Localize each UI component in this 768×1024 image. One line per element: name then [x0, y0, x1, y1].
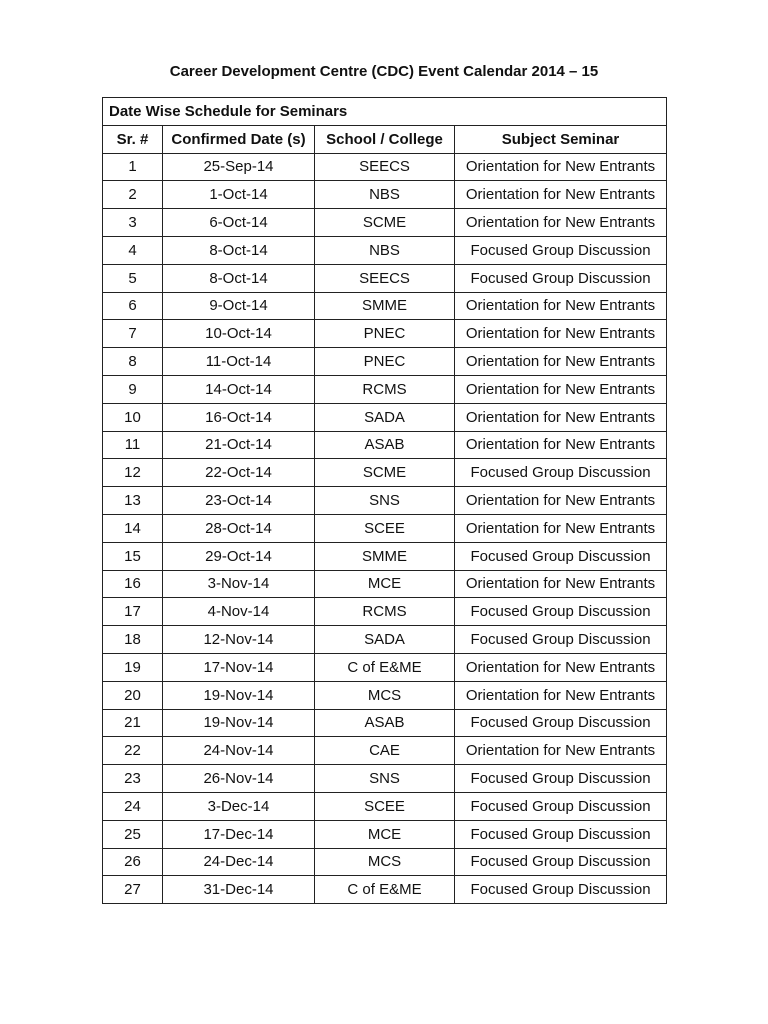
subject-seminar-cell: Orientation for New Entrants [455, 292, 667, 320]
subject-seminar-cell: Orientation for New Entrants [455, 681, 667, 709]
school-college-cell: SMME [315, 292, 455, 320]
subject-seminar-cell: Orientation for New Entrants [455, 403, 667, 431]
serial-number-cell: 9 [103, 375, 163, 403]
school-college-cell: PNEC [315, 348, 455, 376]
serial-number-cell: 22 [103, 737, 163, 765]
table-row [103, 153, 667, 181]
table-row [103, 403, 667, 431]
table-row [103, 848, 667, 876]
serial-number-cell: 12 [103, 459, 163, 487]
confirmed-date-cell: 23-Oct-14 [163, 487, 315, 515]
seminar-schedule-table [102, 97, 667, 904]
table-row [103, 514, 667, 542]
serial-number-cell: 25 [103, 820, 163, 848]
confirmed-date-cell: 22-Oct-14 [163, 459, 315, 487]
confirmed-date-cell: 17-Nov-14 [163, 653, 315, 681]
table-row [103, 765, 667, 793]
table-row [103, 876, 667, 904]
serial-number-cell: 3 [103, 209, 163, 237]
subject-seminar-cell: Focused Group Discussion [455, 765, 667, 793]
table-row [103, 348, 667, 376]
serial-number-cell: 13 [103, 487, 163, 515]
confirmed-date-cell: 17-Dec-14 [163, 820, 315, 848]
school-college-cell: RCMS [315, 375, 455, 403]
school-college-cell: SADA [315, 403, 455, 431]
table-row [103, 681, 667, 709]
serial-number-cell: 23 [103, 765, 163, 793]
confirmed-date-cell: 8-Oct-14 [163, 264, 315, 292]
serial-number-cell: 26 [103, 848, 163, 876]
table-row [103, 598, 667, 626]
serial-number-cell: 27 [103, 876, 163, 904]
subject-seminar-cell: Orientation for New Entrants [455, 487, 667, 515]
serial-number-cell: 8 [103, 348, 163, 376]
subject-seminar-cell: Orientation for New Entrants [455, 737, 667, 765]
serial-number-cell: 15 [103, 542, 163, 570]
confirmed-date-cell: 6-Oct-14 [163, 209, 315, 237]
school-college-cell: MCE [315, 820, 455, 848]
subject-seminar-cell: Focused Group Discussion [455, 848, 667, 876]
table-row [103, 209, 667, 237]
confirmed-date-cell: 16-Oct-14 [163, 403, 315, 431]
table-row [103, 236, 667, 264]
school-college-cell: RCMS [315, 598, 455, 626]
table-row [103, 626, 667, 654]
subject-seminar-cell: Orientation for New Entrants [455, 181, 667, 209]
subject-seminar-cell: Focused Group Discussion [455, 459, 667, 487]
subject-seminar-cell: Focused Group Discussion [455, 626, 667, 654]
confirmed-date-cell: 9-Oct-14 [163, 292, 315, 320]
school-college-cell: C of E&ME [315, 876, 455, 904]
confirmed-date-cell: 3-Nov-14 [163, 570, 315, 598]
confirmed-date-cell: 24-Nov-14 [163, 737, 315, 765]
document-title: Career Development Centre (CDC) Event Calendar 2014 – 15 [169, 63, 599, 80]
table-row [103, 820, 667, 848]
subject-seminar-cell: Orientation for New Entrants [455, 348, 667, 376]
header-subject-seminar: Subject Seminar [455, 125, 667, 153]
confirmed-date-cell: 29-Oct-14 [163, 542, 315, 570]
school-college-cell: NBS [315, 181, 455, 209]
subject-seminar-cell: Orientation for New Entrants [455, 431, 667, 459]
subject-seminar-cell: Focused Group Discussion [455, 792, 667, 820]
school-college-cell: ASAB [315, 709, 455, 737]
serial-number-cell: 24 [103, 792, 163, 820]
subject-seminar-cell: Focused Group Discussion [455, 264, 667, 292]
serial-number-cell: 10 [103, 403, 163, 431]
confirmed-date-cell: 25-Sep-14 [163, 153, 315, 181]
table-row [103, 320, 667, 348]
table-row [103, 459, 667, 487]
confirmed-date-cell: 19-Nov-14 [163, 709, 315, 737]
confirmed-date-cell: 24-Dec-14 [163, 848, 315, 876]
serial-number-cell: 7 [103, 320, 163, 348]
confirmed-date-cell: 12-Nov-14 [163, 626, 315, 654]
subject-seminar-cell: Focused Group Discussion [455, 236, 667, 264]
table-caption: Date Wise Schedule for Seminars [103, 98, 667, 126]
header-serial-number: Sr. # [103, 125, 163, 153]
school-college-cell: SCEE [315, 792, 455, 820]
table-row [103, 431, 667, 459]
serial-number-cell: 17 [103, 598, 163, 626]
serial-number-cell: 18 [103, 626, 163, 654]
table-row [103, 792, 667, 820]
subject-seminar-cell: Focused Group Discussion [455, 876, 667, 904]
subject-seminar-cell: Orientation for New Entrants [455, 514, 667, 542]
serial-number-cell: 5 [103, 264, 163, 292]
confirmed-date-cell: 3-Dec-14 [163, 792, 315, 820]
serial-number-cell: 21 [103, 709, 163, 737]
table-row [103, 292, 667, 320]
serial-number-cell: 16 [103, 570, 163, 598]
table-body [103, 153, 667, 904]
confirmed-date-cell: 19-Nov-14 [163, 681, 315, 709]
subject-seminar-cell: Focused Group Discussion [455, 820, 667, 848]
school-college-cell: PNEC [315, 320, 455, 348]
subject-seminar-cell: Orientation for New Entrants [455, 320, 667, 348]
confirmed-date-cell: 11-Oct-14 [163, 348, 315, 376]
confirmed-date-cell: 4-Nov-14 [163, 598, 315, 626]
school-college-cell: C of E&ME [315, 653, 455, 681]
table-row [103, 570, 667, 598]
serial-number-cell: 11 [103, 431, 163, 459]
subject-seminar-cell: Focused Group Discussion [455, 709, 667, 737]
table-row [103, 487, 667, 515]
school-college-cell: SEECS [315, 153, 455, 181]
school-college-cell: MCE [315, 570, 455, 598]
table-row [103, 264, 667, 292]
school-college-cell: NBS [315, 236, 455, 264]
subject-seminar-cell: Focused Group Discussion [455, 542, 667, 570]
school-college-cell: SCME [315, 459, 455, 487]
confirmed-date-cell: 21-Oct-14 [163, 431, 315, 459]
school-college-cell: SNS [315, 765, 455, 793]
confirmed-date-cell: 26-Nov-14 [163, 765, 315, 793]
serial-number-cell: 20 [103, 681, 163, 709]
table-row [103, 542, 667, 570]
confirmed-date-cell: 31-Dec-14 [163, 876, 315, 904]
table-caption-row [103, 98, 667, 126]
school-college-cell: SCEE [315, 514, 455, 542]
subject-seminar-cell: Orientation for New Entrants [455, 153, 667, 181]
serial-number-cell: 2 [103, 181, 163, 209]
header-confirmed-date: Confirmed Date (s) [163, 125, 315, 153]
serial-number-cell: 4 [103, 236, 163, 264]
serial-number-cell: 6 [103, 292, 163, 320]
table-row [103, 737, 667, 765]
school-college-cell: SADA [315, 626, 455, 654]
school-college-cell: ASAB [315, 431, 455, 459]
table-row [103, 653, 667, 681]
school-college-cell: SEECS [315, 264, 455, 292]
table-row [103, 375, 667, 403]
confirmed-date-cell: 8-Oct-14 [163, 236, 315, 264]
school-college-cell: MCS [315, 848, 455, 876]
subject-seminar-cell: Orientation for New Entrants [455, 375, 667, 403]
table-header-row [103, 125, 667, 153]
school-college-cell: CAE [315, 737, 455, 765]
subject-seminar-cell: Orientation for New Entrants [455, 209, 667, 237]
school-college-cell: SNS [315, 487, 455, 515]
confirmed-date-cell: 14-Oct-14 [163, 375, 315, 403]
header-school-college: School / College [315, 125, 455, 153]
serial-number-cell: 14 [103, 514, 163, 542]
confirmed-date-cell: 10-Oct-14 [163, 320, 315, 348]
confirmed-date-cell: 1-Oct-14 [163, 181, 315, 209]
table-head [103, 98, 667, 154]
school-college-cell: MCS [315, 681, 455, 709]
table-row [103, 181, 667, 209]
school-college-cell: SCME [315, 209, 455, 237]
serial-number-cell: 19 [103, 653, 163, 681]
serial-number-cell: 1 [103, 153, 163, 181]
confirmed-date-cell: 28-Oct-14 [163, 514, 315, 542]
subject-seminar-cell: Orientation for New Entrants [455, 653, 667, 681]
subject-seminar-cell: Orientation for New Entrants [455, 570, 667, 598]
school-college-cell: SMME [315, 542, 455, 570]
subject-seminar-cell: Focused Group Discussion [455, 598, 667, 626]
table-row [103, 709, 667, 737]
